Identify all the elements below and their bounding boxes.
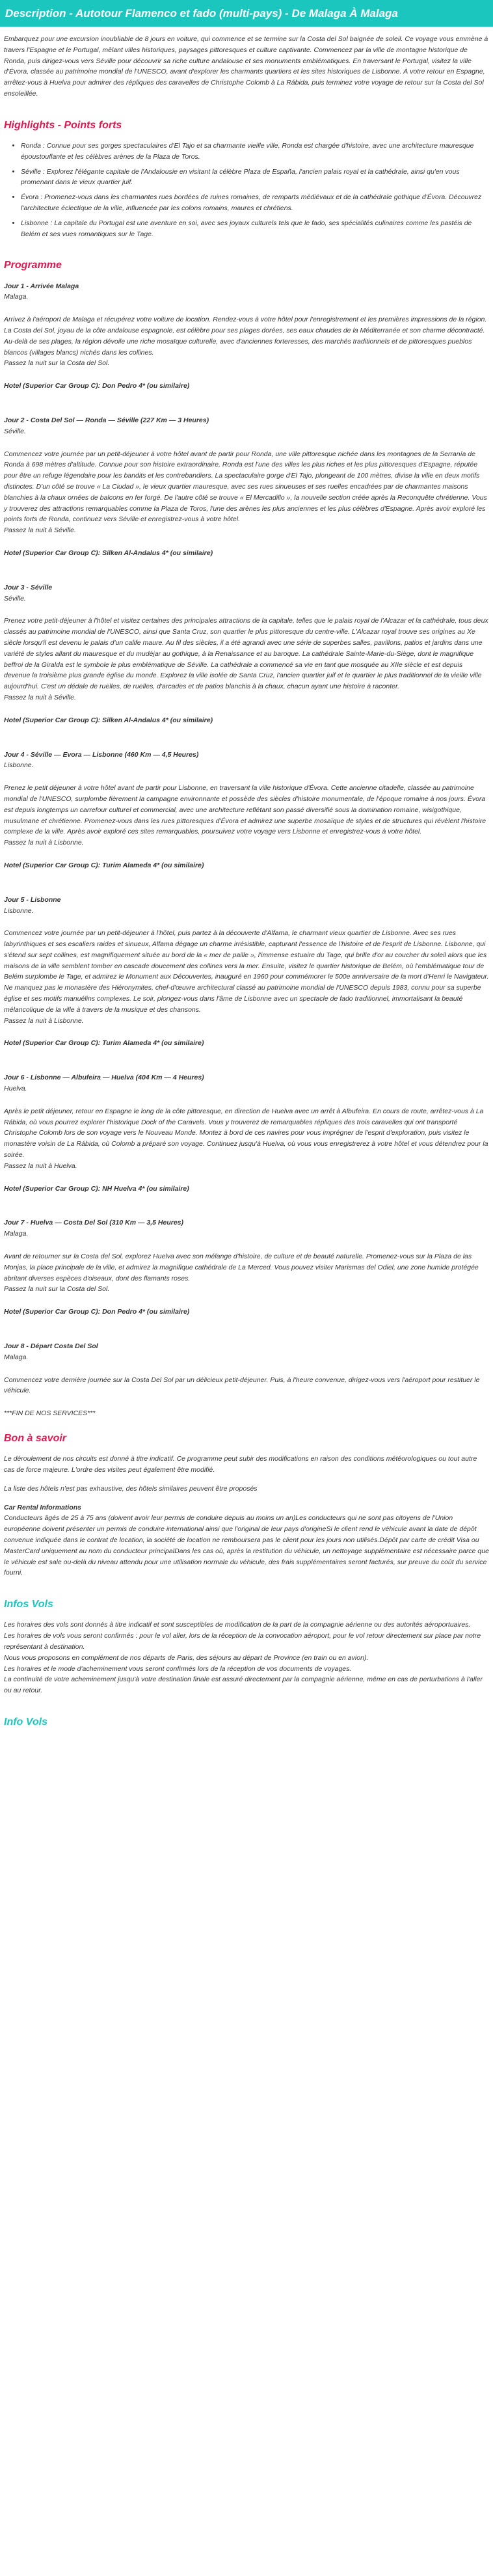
day-block-8 bbox=[4, 1341, 489, 1396]
day-block-3 bbox=[4, 582, 489, 726]
highlight-item: • Ronda : Connue pour ses gorges spectaculaires d'El Tajo et sa charmante vieille ville, Ronda est chargée d'histoire, avec une architecture mauresque époustouflante et les célèbres arènes de la Plaza de Toros. bbox=[21, 141, 489, 163]
info-vols-line: Les horaires des vols sont donnés à titre indicatif et sont susceptibles de modification de la part de la compagnie aérienne ou des autorités aéroportuaires. bbox=[4, 1621, 471, 1629]
info-vols-heading-2: Info Vols bbox=[4, 1716, 47, 1728]
day-place: Huelva. bbox=[4, 1085, 27, 1093]
day-block-2 bbox=[4, 415, 489, 559]
info-vols-line: La continuité de votre acheminement jusqu'à votre destination finale est assuré directement par la compagnie aérienne, même en cas de perturbations à l'aller ou au retour. bbox=[4, 1675, 483, 1695]
day-hotel: Hotel (Superior Car Group C): Turim Alameda 4* (ou similaire) bbox=[4, 861, 204, 869]
day-description-text: Arrivez à l'aéroport de Malaga et récupérez votre voiture de location. Rendez-vous à votre hôtel pour l'enregistrement et les premières impressions de la région. La Costa del Sol, joyau de la côte andalouse espagnole, est célèbre pour ses plages dorées, ses eaux chaudes de la Méditerranée et son charme décontracté. Au-delà de ses plages, la région dévoile une riche mosaïque culturelle, avec d'anciennes forteresses, des marchés traditionnels et de pittoresques pueblos blancos (villages blancs) nichés dans les collines. bbox=[4, 316, 487, 357]
bon-a-savoir-paragraph: Le déroulement de nos circuits est donné à titre indicatif. Ce programme peut subir des modifications en raison des conditions météorologiques ou tout autre cas de force majeure. L'ordre des visites peut également être modifié. bbox=[4, 1455, 477, 1474]
info-vols-line: Nous vous proposons en complément de nos départs de Paris, des séjours au départ de Province (en train ou en avion). bbox=[4, 1653, 369, 1662]
day-description-text: Commencez votre journée par un petit-déjeuner à votre hôtel avant de partir pour Ronda, une ville pittoresque nichée dans les montagnes de la Serranía de Ronda à 698 mètres d'altitude. Connue pour son histoire extraordinaire, Ronda est l'une des villes les plus riches et les plus pittoresques d'Espagne, réputée pour être un refuge légendaire pour les bandits et les contrebandiers. La spectaculaire gorge d'El Tajo, plongeant de 100 mètres, divise la ville en deux motifs distinctes. D'un côté se trouve « La Ciudad », le vieux quartier mauresque, avec ses rues sinueuses et ses ruelles encadrées par de charmantes maisons blanchies à la chaux ornées de balcons en fer forgé. De l'autre côté se trouve « El Mercadillo », la nouvelle section créée après la Reconquête chrétienne. Vous y trouverez des attractions remarquables comme la Plaza de Toros, l'une des arènes les plus anciennes et les plus célèbres d'Espagne. Après avoir exploré les points forts de Ronda, continuez vers Séville et enregistrez-vous à votre hôtel. bbox=[4, 450, 487, 524]
info-vols-heading: Infos Vols bbox=[4, 1599, 53, 1610]
day-description-text: Avant de retourner sur la Costa del Sol, explorez Huelva avec son mélange d'histoire, de culture et de beauté naturelle. Promenez-vous sur la Plaza de las Monjas, la place principale de la ville, et admirez la magnifique cathédrale de La Merced. Vous pouvez visiter Marismas del Odiel, une zone humide protégée abritant diverses espèces d'oiseaux, dont des flamants roses. bbox=[4, 1253, 479, 1282]
day-description bbox=[4, 783, 489, 848]
highlight-item: • Évora : Promenez-vous dans les charmantes rues bordées de ruines romaines, de remparts médiévaux et de la cathédrale gothique d'Évora. Découvrez l'architecture éclectique de la ville, influencée par les colons romains, maures et chrétiens. bbox=[21, 192, 489, 214]
day-hotel: Hotel (Superior Car Group C): Don Pedro 4* (ou similaire) bbox=[4, 1308, 190, 1316]
car-rental-title: Car Rental Informations bbox=[4, 1503, 82, 1512]
day-place: Séville. bbox=[4, 594, 26, 603]
day-title: Jour 4 - Séville — Evora — Lisbonne (460 Km — 4,5 Heures) bbox=[4, 750, 199, 759]
day-description: Commencez votre dernière journée sur la Costa Del Sol par un délicieux petit-déjeuner. Puis, à l'heure convenue, dirigez-vous vers l'aéroport pour restituer le véhicule. bbox=[4, 1376, 480, 1395]
day-overnight: Passez la nuit à Séville. bbox=[4, 693, 76, 701]
highlights-list bbox=[4, 141, 489, 239]
day-overnight: Passez la nuit à Huelva. bbox=[4, 1161, 77, 1170]
day-description bbox=[4, 1251, 489, 1295]
highlight-item: • Séville : Explorez l'élégante capitale de l'Andalousie en visitant la célèbre Plaza de España, l'ancien palais royal et la cathédrale, ainsi qu'en vous promenant dans le vieux quartier juif. bbox=[21, 167, 489, 189]
day-description bbox=[4, 314, 489, 369]
day-block-1 bbox=[4, 281, 489, 392]
day-description bbox=[4, 616, 489, 703]
day-title: Jour 6 - Lisbonne — Albufeira — Huelva (404 Km — 4 Heures) bbox=[4, 1074, 204, 1082]
day-place: Séville. bbox=[4, 427, 26, 435]
programme-heading: Programme bbox=[4, 260, 62, 271]
day-hotel: Hotel (Superior Car Group C): NH Huelva 4* (ou similaire) bbox=[4, 1184, 189, 1193]
day-place: Malaga. bbox=[4, 1230, 29, 1238]
day-place: Malaga. bbox=[4, 293, 29, 301]
day-title: Jour 3 - Séville bbox=[4, 583, 53, 591]
info-vols-line: Les horaires et le mode d'acheminement vous seront confirmés lors de la réception de vos documents de voyages. bbox=[4, 1664, 352, 1673]
highlights-heading: Highlights - Points forts bbox=[4, 119, 122, 131]
info-vols-line: Les horaires de vols vous seront confirmés : pour le vol aller, lors de la réception de la convocation aéroport, pour le vol retour directement sur place par notre représentant à destination. bbox=[4, 1632, 481, 1651]
page-title: Description - Autotour Flamenco et fado (multi-pays) - De Malaga À Malaga bbox=[0, 0, 493, 27]
day-title: Jour 5 - Lisbonne bbox=[4, 895, 61, 904]
day-overnight: Passez la nuit à Lisbonne. bbox=[4, 1016, 84, 1025]
car-rental-description: Conducteurs âgés de 25 à 75 ans (doivent avoir leur permis de conduire depuis au moins un an)Les conducteurs qui ne sont pas citoyens de l'Union européenne doivent présenter un permis de conduire international ainsi que l'original de leur pays d'origineSi le client rend le véhicule avant la date de dépôt convenue indiquée dans le contrat de location, la société de location ne remboursera pas le client pour les jours non utilisés.Dépôt par carte de crédit Visa ou MasterCard uniquement au nom du conducteur principalDans les cas où, après la restitution du véhicule, un nettoyage supplémentaire est nécessaire parce que le véhicule est sale ou-delà du niveau attendu pour une utilisation normale du véhicule, des frais supplémentaires seront facturés, sur preuve du coût du service fourni. bbox=[4, 1514, 489, 1577]
day-overnight: Passez la nuit sur la Costa del Sol. bbox=[4, 359, 110, 368]
day-block-6 bbox=[4, 1072, 489, 1194]
day-overnight: Passez la nuit sur la Costa del Sol. bbox=[4, 1285, 110, 1294]
day-block-5 bbox=[4, 895, 489, 1050]
day-hotel: Hotel (Superior Car Group C): Silken Al-Andalus 4* (ou similaire) bbox=[4, 716, 213, 724]
intro-paragraph: Embarquez pour une excursion inoubliable de 8 jours en voiture, qui commence et se termine sur la Costa del Sol baignée de soleil. Ce voyage vous emmène à travers l'Espagne et le Portugal, mêlant villes historiques, paysages pittoresques et culture captivante. Commencez par la ville de montagne historique de Ronda, puis dirigez-vous vers Séville pour découvrir sa riche culture andalouse et ses monuments emblématiques. En traversant le Portugal, visitez la ville d'Évora, classée au patrimoine mondial de l'UNESCO, avant d'explorer les charmants quartiers et les sites historiques de Lisbonne. À votre retour en Espagne, arrêtez-vous à Huelva pour admirer des répliques des caravelles de Christophe Colomb à La Rábida, puis terminez votre voyage de retour sur la Costa del Sol ensoleillée. bbox=[4, 35, 488, 98]
day-description-text: Commencez votre journée par un petit-déjeuner à l'hôtel, puis partez à la découverte d'Alfama, le charmant vieux quartier de Lisbonne. Avec ses rues labyrinthiques et ses escaliers raides et sinueux, Alfama dégage un charme irrésistible, capturant l'essence de l'histoire et de l'esprit de Lisbonne. Lisbonne, qui s'étend sur sept collines, est magnifiquement située au bord de la « mer de paille », l'immense estuaire du Tage, qui brille d'or au coucher du soleil alors que les maisons de la ville semblent tomber en cascade doucement des collines vers la mer. Ensuite, visitez le quartier historique de Belém, où l'emblématique tour de Belém surplombe le Tage, et admirez le Monument aux Découvertes, inauguré en 1960 pour commémorer le 500e anniversaire de la mort d'Henri le Navigateur. Ne manquez pas le monastère des Hiéronymites, chef-d'œuvre architectural classé au patrimoine mondial de l'UNESCO depuis 1983, connu pour sa superbe église et ses motifs manuélins complexes. Le soir, plongez-vous dans l'âme de Lisbonne avec un spectacle de fado traditionnel, immortalisant la beauté mélancolique de la ville à travers de la musique et des chansons. bbox=[4, 929, 489, 1014]
day-overnight: Passez la nuit à Lisbonne. bbox=[4, 839, 84, 847]
day-title: Jour 1 - Arrivée Malaga bbox=[4, 282, 79, 290]
day-place: Lisbonne. bbox=[4, 761, 34, 770]
day-description-text: Après le petit déjeuner, retour en Espagne le long de la côte pittoresque, en direction de Huelva avec un arrêt à Albufeira. En cours de route, arrêtez-vous à La Rábida, où vous pourrez explorer l'historique Dock of the Caravels. Vous y trouverez de remarquables répliques des trois caravelles qui ont transporté Christophe Colomb lors de son voyage vers le Nouveau Monde. Montez à bord de ces navires pour vous imprégner de l'esprit d'exploration, puis visitez le monastère voisin de La Rábida, où Colomb a préparé son voyage. Continuez jusqu'à Huelva, où vous vous enregistrerez à votre hôtel et vous détendrez pour la soirée. bbox=[4, 1107, 488, 1159]
day-title: Jour 2 - Costa Del Sol — Ronda — Séville (227 Km — 3 Heures) bbox=[4, 416, 209, 424]
day-description-text: Prenez le petit déjeuner à votre hôtel avant de partir pour Lisbonne, en traversant la ville historique d'Évora. Cette ancienne citadelle, classée au patrimoine mondial de l'UNESCO, surplombe fièrement la campagne environnante et possède des siècles d'histoire monumentale, de l'époque romaine à nos jours. Évora est depuis longtemps un carrefour culturel et commercial, avec une architecture reflétant son passé diversifié sous la domination romaine, wisigothique, musulmane et chrétienne. Promenez-vous dans les rues pittoresques d'Évora et admirez une superbe mosaïque de styles et de structures qui révèlent l'histoire complexe de la ville. Après avoir exploré ces sites remarquables, poursuivez votre voyage vers Lisbonne et enregistrez-vous à votre hôtel. bbox=[4, 784, 486, 836]
bon-a-savoir-paragraph: La liste des hôtels n'est pas exhaustive, des hôtels similaires peuvent être proposés bbox=[4, 1484, 258, 1493]
day-description bbox=[4, 928, 489, 1026]
day-description bbox=[4, 1106, 489, 1172]
day-overnight: Passez la nuit à Séville. bbox=[4, 526, 76, 535]
day-place: Malaga. bbox=[4, 1353, 29, 1361]
day-title: Jour 7 - Huelva — Costa Del Sol (310 Km — 3,5 Heures) bbox=[4, 1219, 184, 1227]
day-hotel: Hotel (Superior Car Group C): Silken Al-Andalus 4* (ou similaire) bbox=[4, 549, 213, 557]
day-hotel: Hotel (Superior Car Group C): Don Pedro 4* (ou similaire) bbox=[4, 382, 190, 390]
highlight-item: • Lisbonne : La capitale du Portugal est une aventure en soi, avec ses joyaux culturels tels que le fado, ses spécialités culinaires comme les pastéis de Belém et ses vues romantiques sur le Tage. bbox=[21, 218, 489, 240]
day-description-text: Prenez votre petit-déjeuner à l'hôtel et visitez certaines des principales attractions de la capitale, telles que le palais royal de l'Alcazar et la cathédrale, tous deux classés au patrimoine mondial de l'UNESCO, ainsi que Santa Cruz, son quartier le plus pittoresque du centre-ville. L'Alcazar royal trouve ses origines au Xe siècle lorsqu'il est devenu le palais d'un calife maure. Au fil des siècles, il a été agrandi avec une série de superbes salles, pavillons, patios et jardins dans une variété de styles allant du mauresque et du mudéjar au gothique, à la Renaissance et au baroque. La cathédrale Sainte-Marie-du-Siège, dont le magnifique beffroi de la Giralda est le symbole le plus emblématique de Séville. La cathédrale a commencé sa vie en tant que mosquée au XIIe siècle et est depuis devenue la troisième plus grande église du monde. Explorez la ville isolée de Santa Cruz, l'ancien quartier juif et le quartier le plus traditionnel de la vieille ville aujourd'hui. C'est un dédale de ruelles, de ruelles, d'arcades et de patios blanchis à la chaux, chacun ayant une histoire à raconter. bbox=[4, 617, 488, 691]
day-hotel: Hotel (Superior Car Group C): Turim Alameda 4* (ou similaire) bbox=[4, 1039, 204, 1048]
day-title: Jour 8 - Départ Costa Del Sol bbox=[4, 1342, 98, 1351]
info-vols-block bbox=[4, 1620, 489, 1696]
day-block-4 bbox=[4, 750, 489, 871]
day-place: Lisbonne. bbox=[4, 906, 34, 915]
content bbox=[0, 34, 493, 1728]
bon-a-savoir-heading: Bon à savoir bbox=[4, 1433, 67, 1444]
end-of-services: ***FIN DE NOS SERVICES*** bbox=[4, 1409, 96, 1418]
day-description bbox=[4, 449, 489, 536]
day-block-7 bbox=[4, 1217, 489, 1318]
